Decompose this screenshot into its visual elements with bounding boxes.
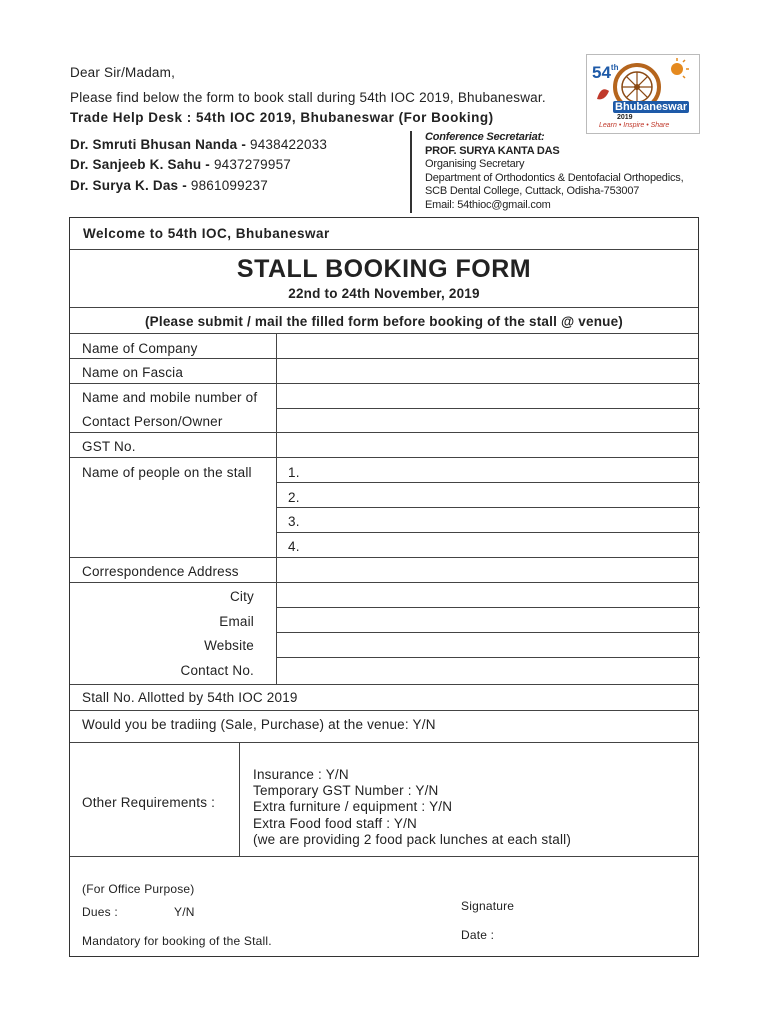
secretary-name: PROF. SURYA KANTA DAS: [425, 144, 560, 157]
address-input[interactable]: [277, 558, 700, 582]
label-company: Name of Company: [82, 341, 198, 356]
form-title: STALL BOOKING FORM: [236, 255, 532, 283]
requirement-gst: Temporary GST Number : Y/N: [253, 783, 439, 799]
label-contact-line2: Contact Person/Owner: [82, 414, 223, 429]
label-address: Correspondence Address: [82, 564, 239, 579]
gst-input[interactable]: [277, 433, 700, 457]
contact-2: [70, 157, 291, 172]
secretariat-block: [425, 131, 683, 212]
city-input[interactable]: [277, 583, 700, 607]
contact-3: [70, 178, 268, 193]
divider: [70, 582, 698, 583]
people-number-3: 3.: [288, 514, 300, 529]
requirement-insurance: Insurance : Y/N: [253, 767, 349, 782]
divider: [276, 532, 700, 533]
logo-tagline: Learn • Inspire • Share: [599, 122, 670, 129]
secretary-college: SCB Dental College, Cuttack, Odisha-753007: [425, 185, 640, 197]
greeting: Dear Sir/Madam,: [70, 65, 176, 80]
office-purpose-label: (For Office Purpose): [82, 882, 195, 896]
divider: [276, 507, 700, 508]
signature-label: Signature: [461, 899, 515, 913]
divider: [70, 249, 698, 250]
label-trading: Would you be tradiing (Sale, Purchase) at the venue: Y/N: [82, 717, 436, 732]
label-email: Email: [219, 614, 254, 629]
divider: [70, 742, 698, 743]
divider: [276, 657, 700, 658]
contact-3-phone: 9861099237: [190, 178, 268, 193]
label-other-requirements: Other Requirements :: [82, 795, 216, 810]
dues-label: Dues :: [82, 905, 118, 919]
divider: [70, 358, 698, 359]
welcome-text: Welcome to 54th IOC, Bhubaneswar: [83, 226, 330, 241]
label-fascia: Name on Fascia: [82, 365, 184, 380]
other-requirements-list: [253, 767, 571, 848]
mandatory-note: Mandatory for booking of the Stall.: [82, 934, 272, 948]
divider: [70, 457, 698, 458]
contact-2-name: Dr. Sanjeeb K. Sahu -: [70, 157, 214, 172]
requirement-food-staff: Extra Food food staff : Y/N: [253, 815, 417, 831]
divider: [276, 632, 700, 633]
logo-city: Bhubaneswar: [615, 101, 688, 113]
contact-1-phone: 9438422033: [249, 137, 328, 152]
stall-no-input[interactable]: [310, 685, 700, 710]
email-input[interactable]: [277, 608, 700, 632]
stall-person-3-input[interactable]: [300, 508, 700, 532]
form-dates: 22nd to 24th November, 2019: [288, 286, 480, 301]
divider: [276, 607, 700, 608]
secretary-dept: Department of Orthodontics & Dentofacial Orthopedics,: [425, 171, 684, 184]
secretary-email: Email: 54thioc@gmail.com: [425, 198, 551, 211]
divider: [70, 307, 698, 308]
ioc-logo: [586, 54, 700, 134]
divider: [276, 383, 700, 384]
column-divider: [239, 742, 240, 856]
divider: [70, 856, 698, 857]
label-gst: GST No.: [82, 439, 136, 454]
divider: [276, 482, 700, 483]
contact-no-input[interactable]: [277, 658, 700, 683]
label-people: Name of people on the stall: [82, 465, 252, 480]
people-number-4: 4.: [288, 539, 300, 554]
stall-person-4-input[interactable]: [300, 533, 700, 557]
intro-text: Please find below the form to book stall during 54th IOC 2019, Bhubaneswar.: [70, 90, 546, 105]
people-number-2: 2.: [288, 490, 300, 505]
website-input[interactable]: [277, 633, 700, 657]
company-input[interactable]: [277, 334, 700, 358]
divider: [70, 383, 276, 384]
label-stall-no: Stall No. Allotted by 54th IOC 2019: [82, 690, 298, 705]
requirement-lunch-note: (we are providing 2 food pack lunches at each stall): [253, 831, 572, 847]
divider: [70, 432, 698, 433]
divider: [276, 408, 700, 409]
label-city: City: [229, 589, 254, 604]
secretariat-heading: Conference Secretariat:: [425, 131, 545, 143]
divider: [70, 557, 698, 558]
contact-1-name: Dr. Smruti Bhusan Nanda -: [70, 137, 250, 152]
secretary-role: Organising Secretary: [425, 158, 525, 170]
label-contact-no: Contact No.: [180, 663, 254, 678]
label-website: Website: [204, 638, 254, 653]
contact-3-name: Dr. Surya K. Das -: [70, 178, 191, 193]
form-instruction: (Please submit / mail the filled form before booking of the stall @ venue): [144, 314, 624, 329]
fascia-input[interactable]: [277, 359, 700, 383]
stall-booking-form: [69, 217, 699, 957]
logo-number: 54th: [592, 63, 619, 82]
people-number-1: 1.: [288, 465, 300, 480]
contact-1: [70, 137, 327, 152]
stall-person-1-input[interactable]: [300, 458, 700, 482]
contact-2-phone: 9437279957: [213, 157, 292, 172]
dues-value: Y/N: [174, 905, 195, 919]
divider: [70, 710, 698, 711]
label-contact-line1: Name and mobile number of: [82, 390, 258, 405]
header-divider: [410, 131, 412, 213]
date-label: Date :: [461, 928, 495, 942]
logo-year: 2019: [617, 114, 633, 121]
requirement-furniture: Extra furniture / equipment : Y/N: [253, 799, 453, 815]
stall-person-2-input[interactable]: [300, 483, 700, 507]
trade-help-desk: Trade Help Desk : 54th IOC 2019, Bhubaneswar (For Booking): [70, 110, 494, 125]
